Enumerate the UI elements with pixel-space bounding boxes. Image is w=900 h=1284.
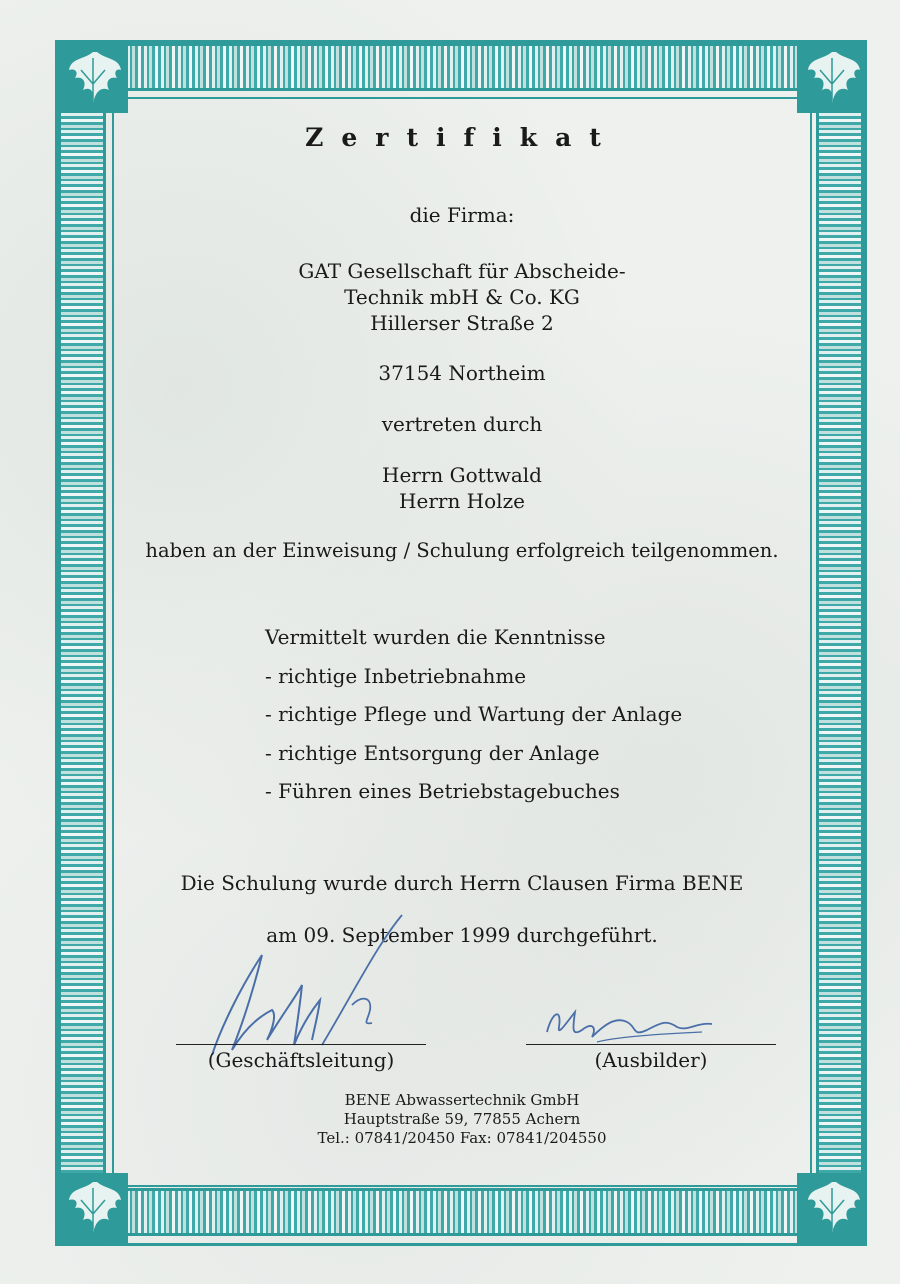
frame-band-left: [58, 111, 106, 1173]
date-line: am 09. September 1999 durchgeführt.: [266, 923, 658, 947]
frame-band-right: [816, 111, 864, 1173]
company-name-line-2: Technik mbH & Co. KG: [344, 285, 580, 309]
company-street: Hillerser Straße 2: [370, 311, 554, 335]
issuer-phone-fax: Tel.: 07841/20450 Fax: 07841/204550: [317, 1129, 607, 1147]
issuer-address: [112, 1091, 812, 1148]
signature-label-management: (Geschäftsleitung): [207, 1048, 395, 1072]
issuer-street: Hauptstraße 59, 77855 Achern: [343, 1110, 581, 1128]
conducted-by-text: Die Schulung wurde durch Herrn Clausen Firma BENE: [180, 871, 744, 895]
signature-management: [202, 905, 432, 1065]
frame-band-top: [73, 43, 827, 91]
company-city: 37154 Northeim: [378, 361, 546, 385]
intro-text: die Firma:: [409, 203, 515, 227]
signature-line-right: [526, 1044, 776, 1045]
acanthus-leaf-icon: [797, 43, 867, 113]
certificate-title: Zertifikat: [305, 123, 619, 152]
list-item: - Führen eines Betriebstagebuches: [265, 779, 620, 803]
skills-heading: Vermittelt wurden die Kenntnisse: [265, 625, 606, 649]
person-2: Herrn Holze: [399, 489, 525, 513]
person-1: Herrn Gottwald: [382, 463, 542, 487]
signature-label-trainer: (Ausbilder): [594, 1048, 708, 1072]
list-item: - richtige Inbetriebnahme: [265, 663, 527, 688]
issuer-name: BENE Abwassertechnik GmbH: [344, 1091, 580, 1109]
list-item: - richtige Entsorgung der Anlage: [265, 740, 600, 765]
represented-by-text: vertreten durch: [381, 412, 543, 436]
list-item: - richtige Pflege und Wartung der Anlage: [265, 702, 683, 726]
acanthus-leaf-icon: [58, 1173, 128, 1243]
acanthus-leaf-icon: [58, 43, 128, 113]
signature-line-left: [176, 1044, 426, 1045]
acanthus-leaf-icon: [797, 1173, 867, 1243]
company-name-line-1: GAT Gesellschaft für Abscheide-: [298, 259, 626, 283]
skills-list: [265, 618, 682, 811]
frame-band-bottom: [73, 1188, 827, 1236]
signature-trainer: [537, 992, 737, 1052]
participation-text: haben an der Einweisung / Schulung erfolgreich teilgenommen.: [145, 539, 779, 562]
